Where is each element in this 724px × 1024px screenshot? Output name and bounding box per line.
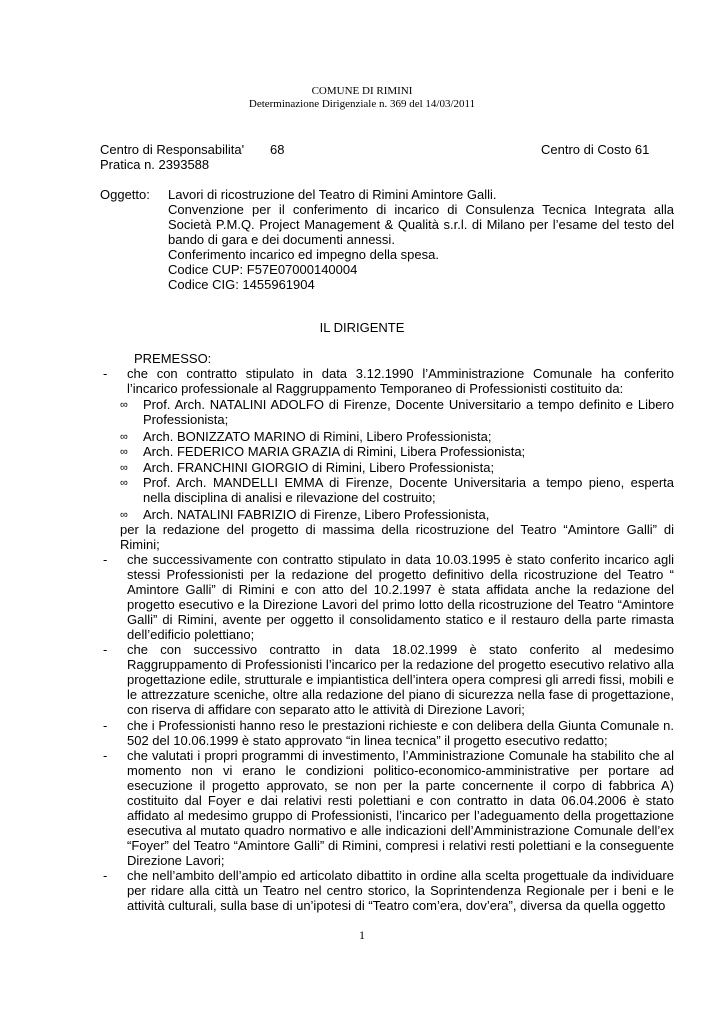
- page-number: 1: [359, 928, 365, 942]
- oggetto-body: [168, 187, 674, 292]
- premise-item: che con contratto stipulato in data 3.12.1990 l’Amministrazione Comunale ha conferito l’incarico professionale al Raggruppamento Temporaneo di Professionisti costituito da:: [127, 366, 674, 396]
- bullet-icon: ∞: [120, 431, 128, 443]
- premise-item: che i Professionisti hanno reso le prestazioni richieste e con delibera della Giunta Comunale n. 502 del 10.06.1999 è stato approvato “in linea tecnica” il progetto esecutivo redatto;: [127, 718, 674, 748]
- oggetto-line: Convenzione per il conferimento di incarico di Consulenza Tecnica Integrata alla Società P.M.Q. Project Management & Qualità s.r.l. di Milano per l’esame del testo del bando di gara e dei documenti annessi.: [168, 202, 674, 247]
- centro-costo: Centro di Costo 61: [541, 142, 650, 157]
- bullet-icon: ∞: [120, 399, 128, 411]
- bullet-icon: ∞: [120, 446, 128, 458]
- premise-item-tail: per la redazione del progetto di massima della ricostruzione del Teatro “Amintore Galli” di Rimini;: [120, 522, 674, 552]
- premesso-label: PREMESSO:: [134, 351, 212, 366]
- bullet-icon: ∞: [120, 477, 128, 489]
- member-item: Arch. NATALINI FABRIZIO di Firenze, Libero Professionista,: [143, 507, 490, 522]
- bullet-icon: ∞: [120, 462, 128, 474]
- member-item: Prof. Arch. NATALINI ADOLFO di Firenze, Docente Universitario a tempo definito e Libero Professionista;: [143, 397, 674, 427]
- header-municipality: COMUNE DI RIMINI: [311, 85, 413, 97]
- centro-responsabilita-label: Centro di Responsabilita': [100, 142, 245, 157]
- centro-responsabilita-value: 68: [270, 142, 285, 157]
- premise-item: che successivamente con contratto stipulato in data 10.03.1995 è stato conferito incarico agli stessi Professionisti per la redazione del progetto definitivo della ricostruzione del Teatro “ Amintore Galli” di Rimini e con atto del 10.2.1997 è stata affidata anche la redazione del progetto esecutivo e la Direzione Lavori del primo lotto della ricostruzione del Teatro “Amintore Galli” di Rimini, avente per oggetto il consolidamento statico e il restauro della parte rimasta dell’edificio polettiano;: [127, 552, 674, 642]
- premise-item: che valutati i propri programmi di investimento, l’Amministrazione Comunale ha stabilito che al momento non vi erano le condizioni politico-economico-amministrative per portare ad esecuzione il progetto approvato, se non per la parte concernente il corpo di fabbrica A) costituito dal Foyer e dai relativi resti polettiani e con contratto in data 06.04.2006 è stato affidato al medesimo gruppo di Professionisti, l’incarico per l’adeguamento della progettazione esecutiva al mutato quadro normativo e alle indicazioni dell’Amministrazione Comunale dell’ex “Foyer” del Teatro “Amintore Galli” di Rimini, compresi i relativi resti polettiani e la conseguente Direzione Lavori;: [127, 748, 674, 868]
- list-dash: -: [103, 366, 108, 381]
- oggetto-line: Conferimento incarico ed impegno della spesa.: [168, 247, 439, 262]
- list-dash: -: [103, 552, 108, 567]
- list-dash: -: [103, 642, 108, 657]
- oggetto-line: Codice CUP: F57E07000140004: [168, 262, 358, 277]
- member-item: Arch. FRANCHINI GIORGIO di Rimini, Libero Professionista;: [143, 460, 495, 475]
- list-dash: -: [103, 718, 108, 733]
- oggetto-line: Codice CIG: 1455961904: [168, 277, 315, 292]
- premise-item: che nell’ambito dell’ampio ed articolato dibattito in ordine alla scelta progettuale da individuare per ridare alla città un Teatro nel centro storico, la Soprintendenza Regionale per i beni e le attività culturali, sulla base di un’ipotesi di “Teatro com’era, dov’era”, diversa da quella oggetto: [127, 868, 674, 913]
- oggetto-label: Oggetto:: [100, 187, 150, 202]
- oggetto-line: Lavori di ricostruzione del Teatro di Rimini Amintore Galli.: [168, 187, 497, 202]
- header-determination: Determinazione Dirigenziale n. 369 del 14/03/2011: [248, 98, 476, 110]
- list-dash: -: [103, 868, 108, 883]
- member-item: Arch. FEDERICO MARIA GRAZIA di Rimini, Libera Professionista;: [143, 444, 526, 459]
- premise-item: che con successivo contratto in data 18.02.1999 è stato conferito al medesimo Raggruppamento di Professionisti l’incarico per la redazione del progetto esecutivo relativo alla progettazione edile, strutturale e impiantistica dell’intera opera compresi gli arredi fissi, mobili e le attrezzature sceniche, oltre alla redazione del piano di sicurezza nella fase di progettazione, con riserva di affidare con separato atto le attività di Direzione Lavori;: [127, 642, 674, 717]
- list-dash: -: [103, 748, 108, 763]
- pratica-number: Pratica n. 2393588: [100, 157, 210, 172]
- bullet-icon: ∞: [120, 509, 128, 521]
- section-title: IL DIRIGENTE: [319, 320, 405, 335]
- member-item: Prof. Arch. MANDELLI EMMA di Firenze, Docente Universitaria a tempo pieno, esperta nella disciplina di analisi e rilevazione del costruito;: [143, 475, 674, 505]
- member-item: Arch. BONIZZATO MARINO di Rimini, Libero Professionista;: [143, 429, 492, 444]
